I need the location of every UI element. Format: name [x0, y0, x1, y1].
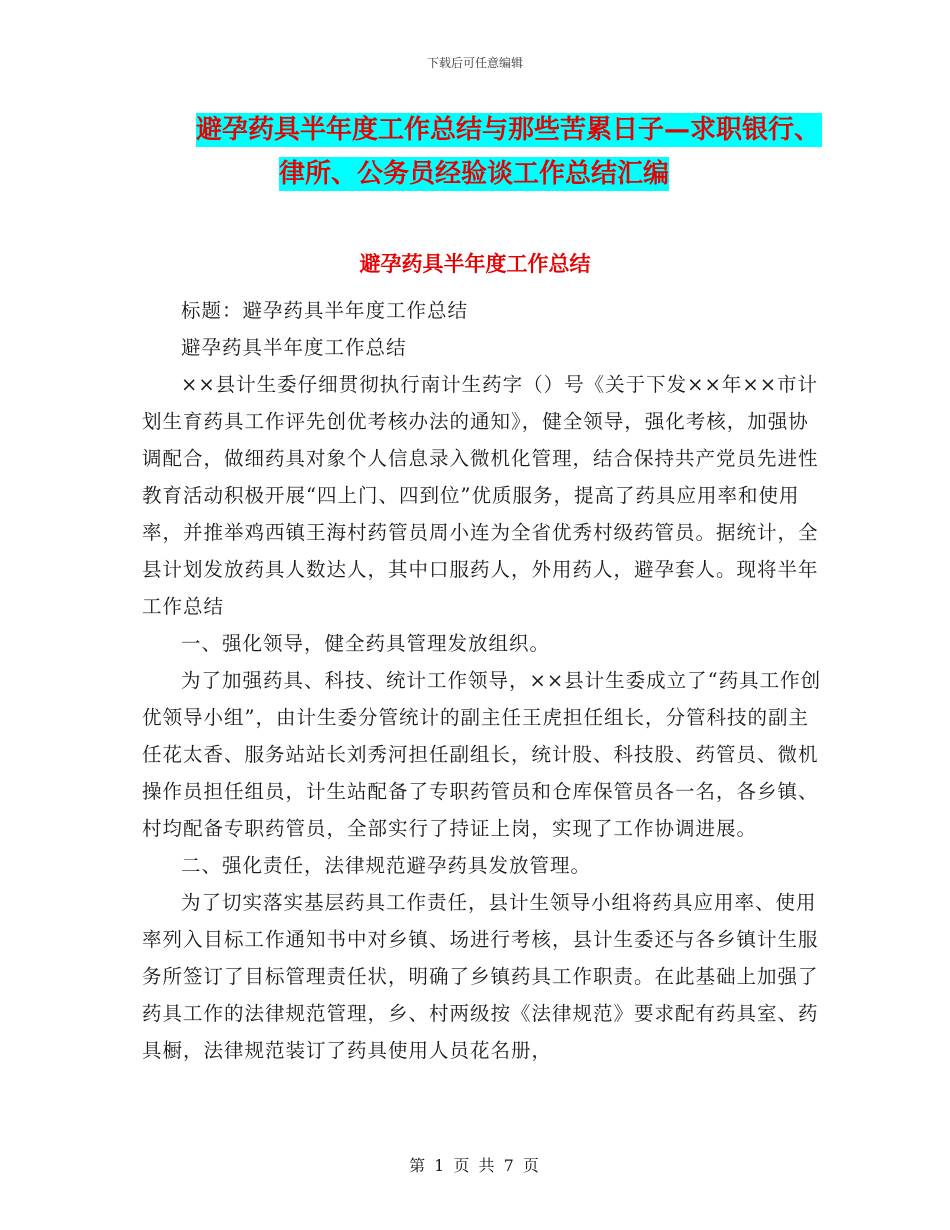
- title-highlight-2: 律所、公务员经验谈工作总结汇编: [279, 159, 670, 189]
- paragraph-section-2-heading: 二、强化责任，法律规范避孕药具发放管理。: [181, 854, 592, 877]
- document-title-line-1: [0, 110, 950, 150]
- paragraph-heading: 避孕药具半年度工作总结: [181, 336, 407, 359]
- paragraph-section-1-heading: 一、强化领导，健全药具管理发放组织。: [181, 632, 551, 655]
- paragraph-section-2-body: 为了切实落实基层药具工作责任，县计生领导小组将药具应用率、使用率列入目标工作通知书中对乡镇、场进行考核，县计生委还与各乡镇计生服务所签订了目标管理责任状，明确了乡镇药具工作职责。在此基础上加强了药具工作的法律规范管理，乡、村两级按《法律规范》要求配有药具室、药具橱，法律规范装订了药具使用人员花名册，: [142, 891, 819, 1062]
- document-body: [142, 292, 822, 1069]
- page-header-note: 下载后可任意编辑: [426, 56, 523, 70]
- paragraph-intro: ××县计生委仔细贯彻执行南计生药字（）号《关于下发××年××市计划生育药具工作评先创优考核办法的通知》，健全领导，强化考核，加强协调配合，做细药具对象个人信息录入微机化管理，结合保持共产党员先进性教育活动积极开展“四上门、四到位”优质服务，提高了药具应用率和使用率，并推举鸡西镇王海村药管员周小连为全省优秀村级药管员。据统计，全县计划发放药具人数达人，其中口服药人，外用药人，避孕套人。现将半年工作总结: [142, 373, 819, 618]
- document-title-line-2: [0, 154, 950, 194]
- page-number: 第 1 页 共 7 页: [409, 1156, 541, 1175]
- title-highlight-1: 避孕药具半年度工作总结与那些苦累日子—求职银行、: [196, 115, 821, 145]
- section-title: 避孕药具半年度工作总结: [359, 252, 591, 276]
- paragraph-section-1-body: 为了加强药具、科技、统计工作领导，××县计生委成立了“药具工作创优领导小组”，由计生委分管统计的副主任王虎担任组长，分管科技的副主任花太香、服务站站长刘秀河担任副组长，统计股、科技股、药管员、微机操作员担任组员，计生站配备了专职药管员和仓库保管员各一名，各乡镇、村均配备专职药管员，全部实行了持证上岗，实现了工作协调进展。: [142, 669, 822, 840]
- paragraph-subject: 标题：避孕药具半年度工作总结: [181, 299, 469, 322]
